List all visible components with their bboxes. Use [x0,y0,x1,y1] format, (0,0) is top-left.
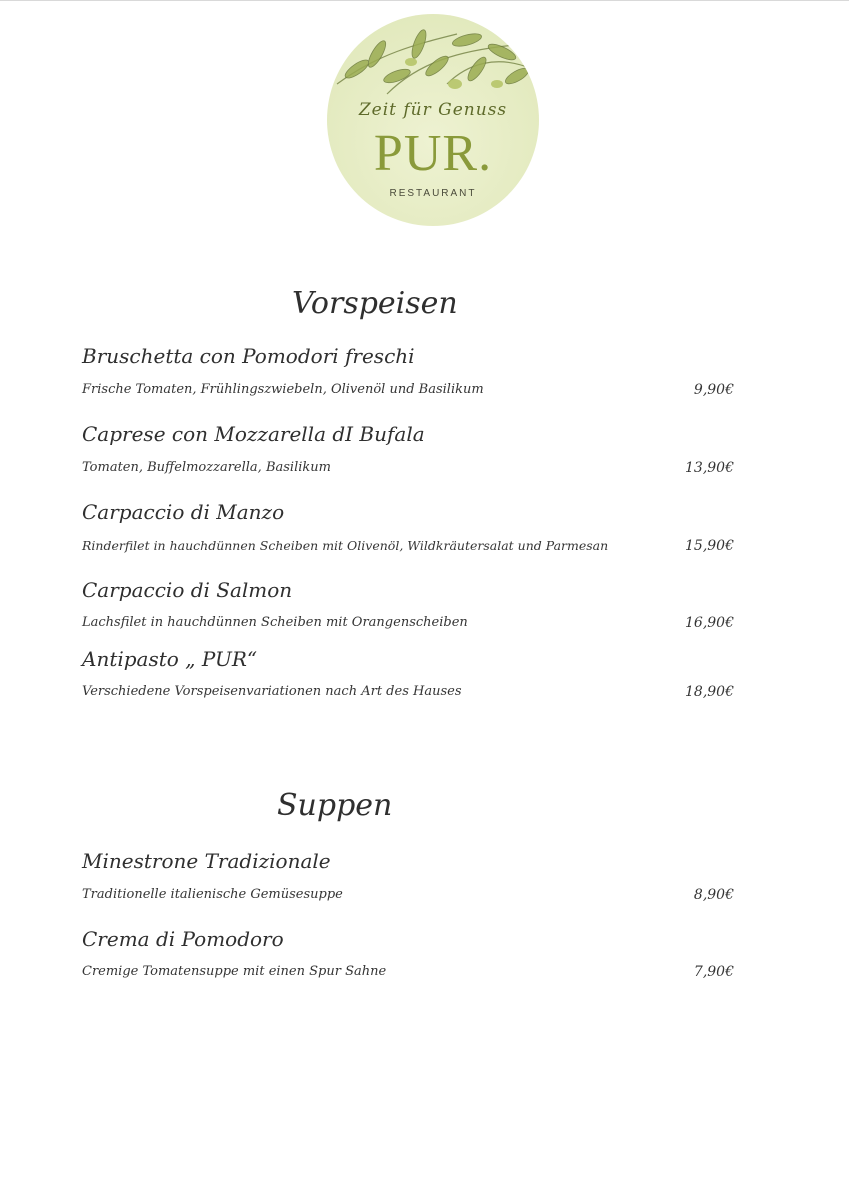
dish-price: 13,90€ [685,460,734,476]
dish-description: Cremige Tomatensuppe mit einen Spur Sahne [82,964,387,979]
dish-name: Caprese con Mozzarella dI Bufala [82,422,425,446]
dish-price: 18,90€ [685,684,734,700]
page-top-border [0,0,849,1]
dish-price: 16,90€ [685,615,734,631]
dish-name: Crema di Pomodoro [82,927,284,951]
dish-name: Bruschetta con Pomodori freschi [82,344,415,368]
dish-description: Frische Tomaten, Frühlingszwiebeln, Olivenöl und Basilikum [82,382,484,397]
dish-description: Lachsfilet in hauchdünnen Scheiben mit Orangenscheiben [82,615,468,630]
dish-name: Antipasto „ PUR“ [82,647,258,671]
dish-price: 8,90€ [693,887,734,903]
restaurant-logo [327,14,539,226]
dish-description: Traditionelle italienische Gemüsesuppe [82,887,343,902]
dish-price: 7,90€ [693,964,734,980]
dish-description: Verschiedene Vorspeisenvariationen nach Art des Hauses [82,684,462,699]
section-title-suppen: Suppen [277,788,393,823]
dish-price: 15,90€ [685,538,734,554]
dish-name: Carpaccio di Salmon [82,578,293,602]
logo-subtitle: RESTAURANT [389,188,477,199]
section-title-vorspeisen: Vorspeisen [292,286,458,321]
dish-description: Tomaten, Buffelmozzarella, Basilikum [82,460,331,475]
dish-description: Rinderfilet in hauchdünnen Scheiben mit Olivenöl, Wildkräutersalat und Parmesan [82,538,609,553]
logo-tagline: Zeit für Genuss [358,100,508,120]
logo-name: PUR. [373,125,493,182]
dish-name: Minestrone Tradizionale [82,849,331,873]
dish-name: Carpaccio di Manzo [82,500,285,524]
dish-price: 9,90€ [693,382,734,398]
